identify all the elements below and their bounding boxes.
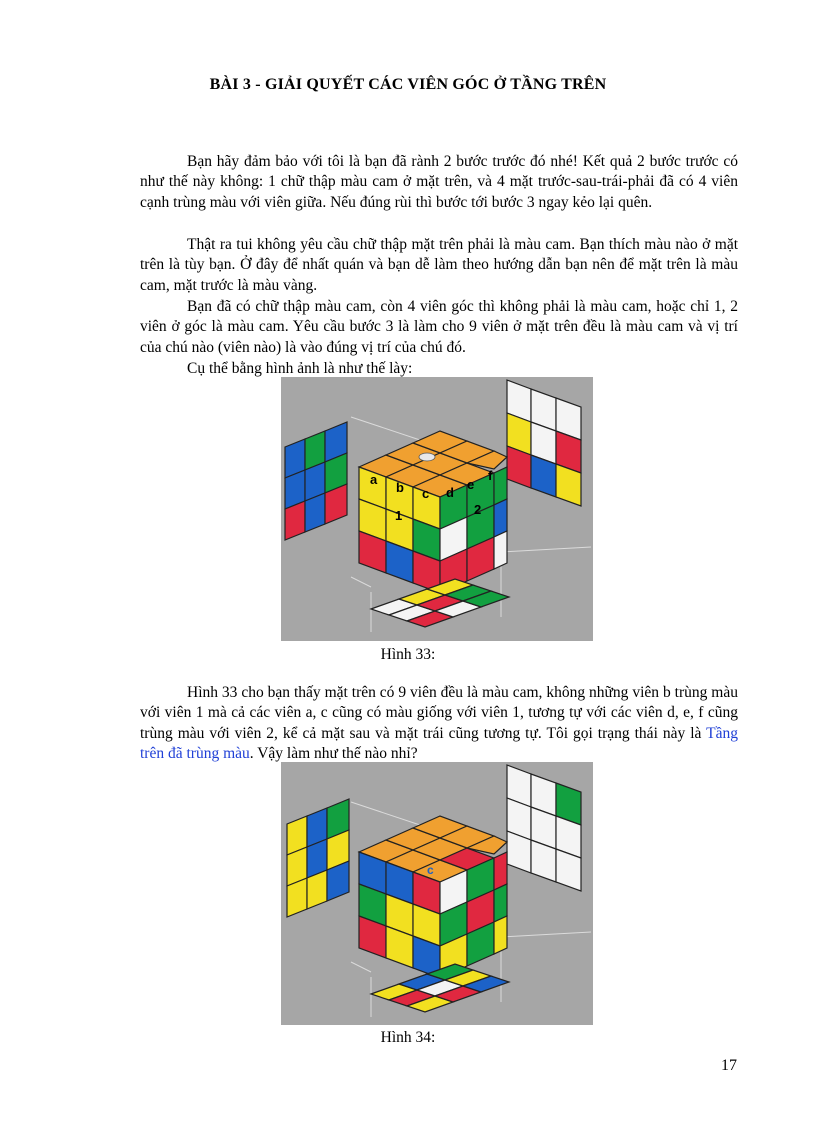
label-2: 2: [474, 502, 482, 517]
paragraph-5-text-end: . Vậy làm như thế nào nhỉ?: [249, 745, 418, 763]
figure-34-image: [281, 762, 593, 1025]
label-b: b: [396, 480, 404, 495]
paragraph-5: [140, 683, 738, 765]
label-d: d: [446, 485, 454, 500]
paragraph-4: Cụ thể bằng hình ảnh là như thế lày:: [187, 360, 413, 377]
label-c: c: [422, 486, 430, 501]
figure-33-image: [281, 377, 593, 641]
paragraph-5-text-start: Hình 33 cho bạn thấy mặt trên có 9 viên đều là màu cam, không những viên b trùng màu với viên 1 mà cả các viên a, c cũng có màu giống với viên 1, tương tự với các viên d, e, f cũng trùng màu với viên 2, kể cả mặt sau và mặt trái cũng tương tự. Tôi gọi trạng thái này là: [140, 684, 738, 742]
label-c-fig34: c: [427, 863, 434, 877]
figure-33-caption: Hình 33:: [380, 646, 436, 663]
label-f: f: [488, 468, 493, 483]
label-e: e: [467, 477, 475, 492]
paragraph-2: Thật ra tui không yêu cầu chữ thập mặt trên phải là màu cam. Bạn thích màu nào ở mặt trên là tùy bạn. Ở đây để nhất quán và bạn dễ làm theo hướng dẫn bạn nên để mặt trên là màu cam, mặt trước là màu vàng.: [140, 236, 738, 294]
label-a: a: [370, 472, 378, 487]
paragraph-1: Bạn hãy đảm bảo với tôi là bạn đã rành 2 bước trước đó nhé! Kết quả 2 bước trước có như thế này không: 1 chữ thập màu cam ở mặt trên, và 4 mặt trước-sau-trái-phải đã có 4 viên cạnh trùng màu với viên giữa. Nếu đúng rùi thì bước tới bước 3 ngay kẻo lại quên.: [140, 153, 738, 211]
highlighted-term-link[interactable]: Tầng trên đã trùng màu: [140, 724, 738, 763]
paragraph-3: Bạn đã có chữ thập màu cam, còn 4 viên góc thì không phải là màu cam, hoặc chỉ 1, 2 viên ở góc là màu cam. Yêu cầu bước 3 là làm cho 9 viên ở mặt trên đều là màu cam và vị trí của chú nào (viên nào) là vào đúng vị trí của chú đó.: [140, 298, 738, 356]
figure-34-caption: Hình 34:: [380, 1029, 436, 1046]
label-1: 1: [395, 508, 403, 523]
page-number: 17: [721, 1057, 737, 1074]
page-title: BÀI 3 - GIẢI QUYẾT CÁC VIÊN GÓC Ở TẦNG TRÊN: [209, 76, 607, 93]
